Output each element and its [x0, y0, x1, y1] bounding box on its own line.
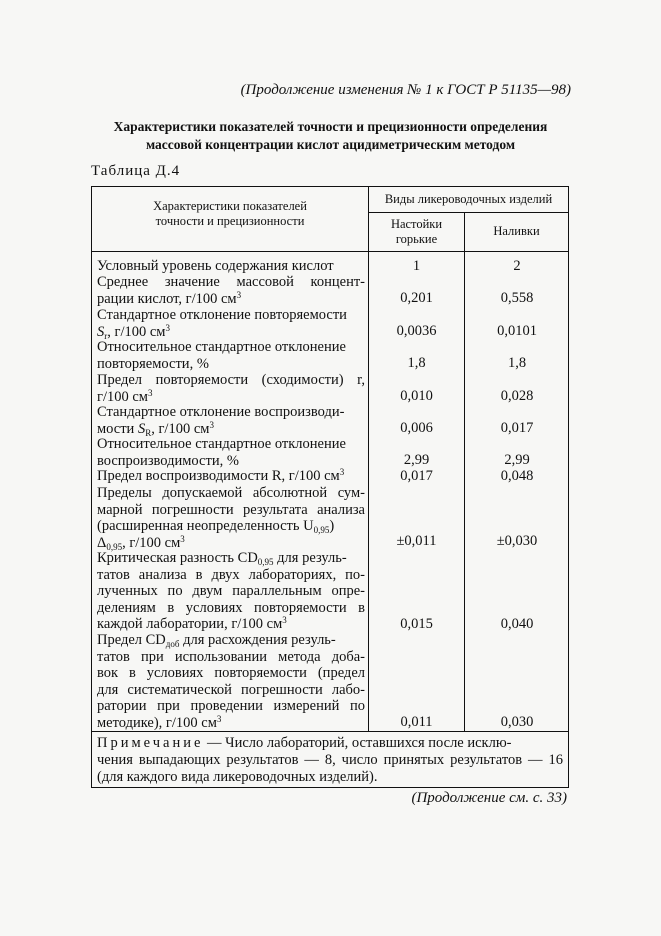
param-line	[97, 324, 365, 341]
param-text: г/100 см	[97, 388, 148, 405]
symbol: S	[97, 323, 105, 340]
param-line: татов при использовании метода доба-	[97, 648, 365, 665]
param-text: для резуль-	[273, 550, 347, 566]
value-liqueur: 2	[513, 258, 521, 274]
symbol: S	[137, 420, 146, 437]
header-col1-line-1: Настойки	[390, 217, 443, 231]
value-bitter: 0,201	[400, 290, 433, 306]
param-text: для расхождения резуль-	[179, 632, 336, 648]
header-parameters	[92, 199, 368, 229]
title-line-2: массовой концентрации кислот ацидиметрическим методом	[145, 137, 516, 152]
value-bitter: 0,015	[400, 616, 433, 632]
param-line	[97, 421, 365, 438]
subscript: 0,95	[313, 525, 330, 535]
row-parameter	[97, 436, 365, 469]
value-bitter: 1	[412, 258, 421, 274]
value-liqueur: 1,8	[507, 355, 527, 371]
param-line: лученных по двум параллельным опре-	[97, 583, 365, 599]
subscript: доб	[165, 639, 180, 649]
value-bitter: 2,99	[403, 452, 430, 468]
param-line: Среднее значение массовой концент-	[97, 274, 365, 290]
row-parameter	[97, 404, 365, 437]
value-liqueur: 0,0101	[497, 323, 537, 339]
param-line: татов анализа в двух лабораториях, по-	[97, 566, 365, 583]
row-parameter	[97, 485, 365, 551]
superscript: 3	[180, 533, 185, 544]
subscript: 0,95	[257, 557, 274, 567]
superscript: 3	[147, 387, 153, 398]
value-bitter: 0,011	[400, 714, 433, 730]
table-label: Таблица Д.4	[91, 163, 181, 179]
value-liqueur: ±0,030	[496, 533, 538, 549]
note-line: (для каждого вида ликероводочных изделий).	[97, 769, 378, 785]
param-line: воспроизводимости, %	[97, 452, 239, 469]
value-liqueur: 0,558	[500, 290, 534, 306]
superscript: 3	[216, 713, 222, 724]
header-bitter-tinctures	[369, 217, 464, 247]
param-text: Критическая разность CD	[97, 550, 258, 566]
param-line: ратории при проведении измерений по	[97, 698, 365, 714]
param-line: Стандартное отклонение воспроизводи-	[97, 404, 345, 420]
param-line: Пределы допускаемой абсолютной сум-	[97, 485, 365, 501]
param-line	[97, 291, 365, 308]
param-text: Предел воспроизводимости R, г/100 см	[97, 468, 340, 484]
value-bitter: 0,010	[400, 388, 433, 404]
param-line: Относительное стандартное отклонение	[97, 436, 346, 452]
accuracy-table	[91, 186, 569, 788]
value-bitter: 1,8	[407, 355, 426, 371]
superscript: 3	[209, 419, 214, 430]
value-bitter: 0,0036	[396, 323, 437, 339]
param-line: Условный уровень содержания кислот	[97, 258, 334, 274]
param-line	[97, 632, 365, 649]
param-line	[97, 715, 365, 732]
row-parameter	[97, 274, 365, 307]
param-line	[97, 616, 365, 633]
param-line	[97, 550, 365, 567]
param-text: каждой лаборатории, г/100 см	[97, 616, 283, 632]
superscript: 3	[339, 467, 345, 477]
param-line: делениям в условиях повторяемости в	[97, 599, 365, 616]
superscript: 3	[282, 615, 287, 625]
row-parameter	[97, 258, 365, 275]
note-text: — Число лабораторий, оставшихся после исклю-	[203, 735, 512, 751]
param-line: Относительное стандартное отклонение	[97, 339, 346, 355]
param-text: мости	[97, 420, 138, 437]
note-divider	[92, 731, 568, 732]
param-text: , г/100 см	[151, 420, 210, 437]
note-line: чения выпадающих результатов — 8, число принятых результатов — 16	[97, 752, 563, 768]
value-liqueur: 0,030	[500, 714, 534, 730]
header-divider	[92, 251, 568, 252]
header-liqueurs: Наливки	[493, 224, 540, 238]
param-text: рации кислот, г/100 см	[97, 290, 237, 307]
subscript: 0,95	[106, 541, 123, 552]
value-bitter: 0,017	[400, 468, 433, 484]
continuation-footer: (Продолжение см. с. 33)	[411, 790, 567, 806]
subscript: r	[104, 330, 108, 341]
param-line: марной погрешности результата анализа	[97, 501, 365, 518]
document-title	[80, 118, 581, 154]
row-parameter	[97, 550, 365, 633]
value-bitter: 0,006	[400, 420, 433, 436]
param-text: , г/100 см	[107, 323, 166, 340]
note-line	[97, 735, 563, 752]
value-liqueur: 0,028	[500, 388, 534, 404]
param-line: повторяемости, %	[97, 355, 209, 372]
param-line	[97, 389, 365, 406]
param-text: , г/100 см	[122, 534, 181, 551]
param-line: вок в условиях повторяемости (предел	[97, 665, 365, 681]
param-text: (расширенная неопределенность U	[97, 518, 314, 534]
value-liqueur: 2,99	[504, 452, 530, 468]
continuation-header: (Продолжение изменения № 1 к ГОСТ Р 51135—98)	[240, 82, 571, 98]
header-product-types: Виды ликероводочных изделий	[384, 192, 553, 206]
header-parameters-line-2: точности и прецизионности	[155, 214, 305, 228]
row-parameter	[97, 632, 365, 731]
param-line: для систематической погрешности лабо-	[97, 681, 365, 698]
param-text: Предел CD	[97, 632, 166, 648]
table-note	[97, 735, 563, 786]
param-line	[97, 535, 365, 552]
superscript: 3	[165, 322, 170, 333]
param-text: методике), г/100 см	[97, 714, 217, 731]
param-line	[97, 468, 365, 485]
note-label: Примечание	[97, 735, 204, 751]
title-line-1: Характеристики показателей точности и прецизионности определения	[113, 119, 548, 134]
group-divider	[369, 212, 568, 213]
param-line	[97, 518, 365, 535]
row-parameter	[97, 372, 365, 405]
subscript: R	[145, 427, 152, 438]
row-parameter	[97, 468, 365, 485]
param-line: Предел повторяемости (сходимости) r,	[97, 372, 365, 388]
row-parameter	[97, 339, 365, 372]
value-bitter: ±0,011	[396, 533, 437, 549]
row-parameter	[97, 307, 365, 340]
param-text: )	[329, 518, 335, 534]
header-col1-line-2: горькие	[395, 232, 438, 246]
header-parameters-line-1: Характеристики показателей	[153, 199, 307, 213]
superscript: 3	[236, 289, 242, 300]
param-text: Δ	[97, 534, 107, 551]
param-line: Стандартное отклонение повторяемости	[97, 307, 347, 323]
value-liqueur: 0,040	[500, 616, 534, 632]
value-liqueur: 0,017	[500, 420, 534, 436]
value-liqueur: 0,048	[500, 468, 534, 484]
